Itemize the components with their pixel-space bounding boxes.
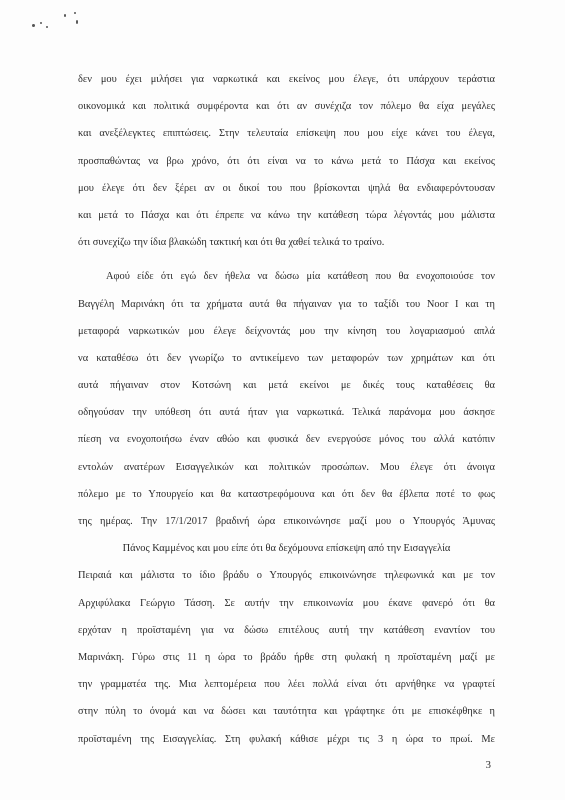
scan-artifact-marks	[28, 10, 88, 40]
text-line: οικονομικά και πολιτικά συμφέροντα και ότι αν συνέχιζα τον πόλεμο θα είχα μεγάλες	[78, 101, 495, 113]
text-line: Βαγγέλη Μαρινάκη ότι τα χρήματα αυτά θα πήγαιναν για το ταξίδι του Noor I και τη	[78, 298, 495, 310]
text-line: στην πύλη το όνομά και να δώσει και ταυτότητα και γράφτηκε ότι με επισκέφθηκε η	[78, 706, 495, 718]
document-body	[78, 66, 495, 753]
text-line: Αφού είδε ότι εγώ δεν ήθελα να δώσω μία κατάθεση που θα ενοχοποιούσε τον	[106, 271, 495, 283]
text-line: δεν μου έχει μιλήσει για ναρκωτικά και εκείνος μου έλεγε, ότι υπάρχουν τεράστια	[78, 74, 495, 85]
text-line: μου έλεγε ότι δεν ξέρει αν οι δικοί του που βρίσκονται ψηλά θα ενδιαφερόντουσαν	[78, 182, 495, 194]
text-line: και μετά το Πάσχα και ότι έπρεπε να κάνω την κατάθεση τώρα λέγοντάς μου μάλιστα	[78, 209, 495, 221]
text-line: την γραμματέα της. Μια λεπτομέρεια που λέει πολλά είναι ότι αρνήθηκε να γραφτεί	[78, 679, 495, 691]
text-line: Πάνος Καμμένος και μου είπε ότι θα δεχόμουνα επίσκεψη από την Εισαγγελία	[122, 543, 451, 555]
text-line: να καταθέσω ότι δεν γνωρίζω το αντικείμενο των μεταφορών των χρημάτων και ότι	[78, 352, 495, 364]
text-line: ερχόταν η προϊσταμένη για να δώσω επιτέλους αυτή την κατάθεση εναντίον του	[78, 624, 495, 636]
text-line: Αρχιφύλακα Γεώργιο Τάσση. Σε αυτήν την επικοινωνία μου έκανε φανερό ότι θα	[78, 597, 495, 609]
text-line: πόλεμο με το Υπουργείο και θα καταστρεφόμουνα και ότι δεν θα έβλεπα ποτέ το φως	[78, 488, 495, 500]
page-number: 3	[485, 759, 491, 771]
text-line: Μαρινάκη. Γύρω στις 11 η ώρα το βράδυ ήρθε στη φυλακή η προϊσταμένη μαζί με	[78, 651, 495, 663]
text-line: της ημέρας. Την 17/1/2017 βραδινή ώρα επικοινώνησε μαζί μου ο Υπουργός Άμυνας	[78, 516, 495, 527]
text-line: οδηγούσαν την υπόθεση ότι αυτά ήταν για ναρκωτικά. Τελικά παράνομα μου άσκησε	[78, 407, 495, 419]
text-line: και ανεξέλεγκτες επιπτώσεις. Στην τελευταία επίσκεψη που μου είχε κάνει του έλεγα,	[78, 128, 495, 140]
text-line: ότι συνεχίζω την ίδια βλακώδη τακτική και ότι θα χαθεί τελικά το τραίνο.	[78, 237, 385, 249]
text-line: προσπαθώντας να βρω χρόνο, ότι ότι είναι να το κάνω μετά το Πάσχα και εκείνος	[78, 155, 495, 167]
text-line: πίεση να ενοχοποιήσω έναν αθώο και φυσικά δεν ενεργούσε μόνος του αλλά κατόπιν	[78, 434, 495, 446]
text-line: Πειραιά και μάλιστα το ίδιο βράδυ ο Υπουργός επικοινώνησε τηλεφωνικά και με τον	[78, 570, 495, 582]
text-line: αυτά πήγαιναν στον Κοτσώνη και μετά εκείνοι με δικές τους καταθέσεις θα	[78, 380, 495, 392]
paragraph-2	[78, 263, 495, 752]
text-line: εντολών ανατέρων Εισαγγελικών και πολιτικών προσώπων. Μου έλεγε ότι άνοιγα	[78, 461, 495, 473]
text-line: προϊσταμένη της Εισαγγελίας. Στη φυλακή κάθισε μέχρι τις 3 η ώρα το πρωί. Με	[78, 733, 495, 745]
text-line: μεταφορά ναρκωτικών μου έλεγε δείχνοντάς μου την κίνηση του λογαριασμού απλά	[78, 325, 495, 337]
paragraph-1	[78, 66, 495, 256]
